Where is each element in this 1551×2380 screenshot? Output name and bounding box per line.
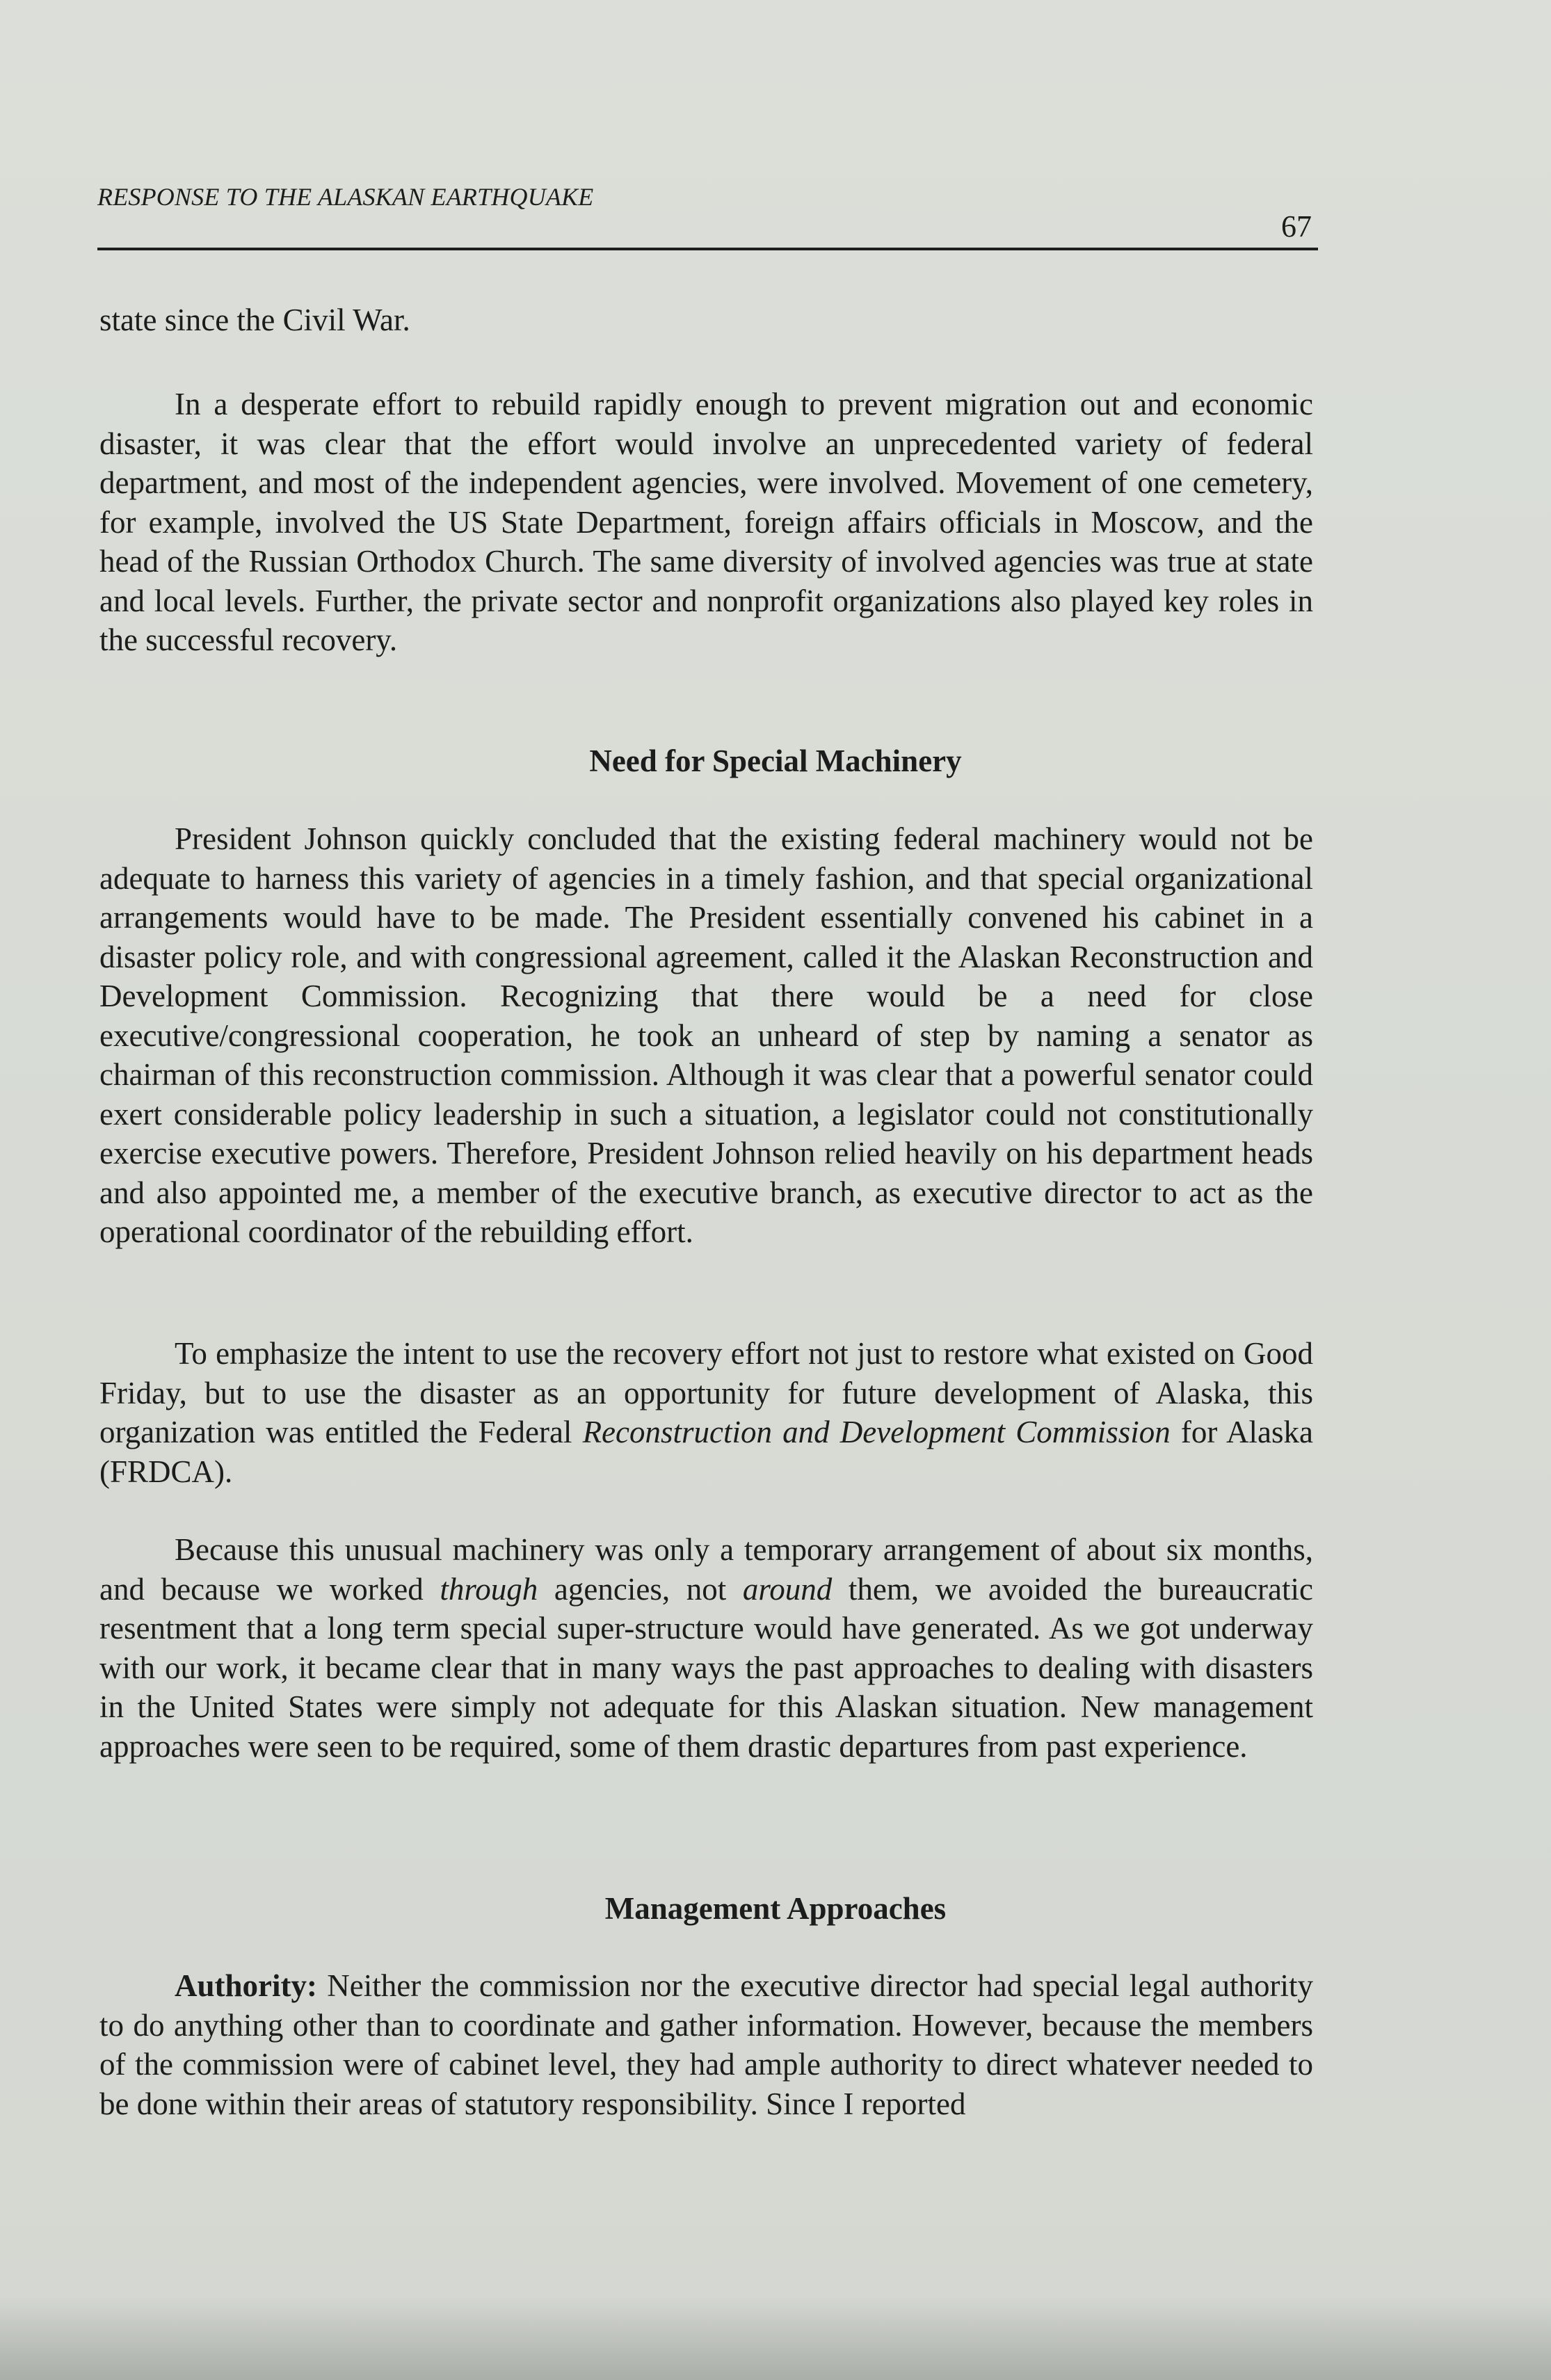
paragraph-2: [99, 819, 1313, 1252]
continuation-line: state since the Civil War.: [99, 303, 410, 337]
paragraph-5: [99, 1966, 1313, 2123]
paragraph-3: [99, 1334, 1313, 1491]
paragraph-2-text: President Johnson quickly concluded that the existing federal machinery would not be adequate to harness this variety of agencies in a timely fashion, and that special organizational arrangements would have to be made. The President essentially convened his cabinet in a disaster policy role, and with congressional agreement, called it the Alaskan Reconstruction and Development Commission. Recognizing that there would be a need for close executive/congressional cooperation, he took an unheard of step by naming a senator as chairman of this reconstruction commission. Although it was clear that a powerful senator could exert considerable policy leadership in such a situation, a legislator could not constitutionally exercise executive powers. Therefore, President Johnson relied heavily on his department heads and also appointed me, a member of the executive branch, as executive director to act as the operational coordinator of the rebuilding effort.: [99, 821, 1313, 1249]
paragraph-3-text: [99, 1334, 1313, 1491]
paragraph-4-part-2: agencies, not: [538, 1571, 743, 1607]
paragraph-3-before: To emphasize the intent to use the recovery effort not just to restore what existed on Good Friday, but to use the disaster as an opportunity for future development of Alaska, this organization was entitled the Federal: [99, 1336, 1313, 1449]
header-rule: [97, 248, 1318, 250]
running-head: RESPONSE TO THE ALASKAN EARTHQUAKE: [97, 183, 594, 211]
scan-shadow: [0, 2295, 1551, 2380]
paragraph-4-emphasis-through: through: [440, 1571, 538, 1607]
continuation-text: [99, 300, 1313, 340]
paragraph-1-text: In a desperate effort to rebuild rapidly enough to prevent migration out and economic disaster, it was clear that the effort would involve an unprecedented variety of federal department, and most of the independent agencies, were involved. Movement of one cemetery, for example, involved the US State Department, foreign affairs officials in Moscow, and the head of the Russian Orthodox Church. The same diversity of involved agencies was true at state and local levels. Further, the private sector and nonprofit organizations also played key roles in the successful recovery.: [99, 387, 1313, 657]
page-number: 67: [1281, 209, 1312, 243]
paragraph-4-emphasis-around: around: [742, 1571, 833, 1607]
section-heading-management-approaches: Management Approaches: [604, 1891, 947, 1926]
paragraph-3-emphasis: Reconstruction and Development Commission: [582, 1415, 1171, 1449]
paragraph-4-text: [99, 1530, 1313, 1766]
paragraph-5-text: [99, 1966, 1313, 2123]
paragraph-4: [99, 1530, 1313, 1766]
paragraph-5-body: Neither the commission nor the executive director had special legal authority to do anything other than to coordinate and gather information. However, because the members of the commission were of cabinet level, they had ample authority to direct whatever needed to be done within their areas of statutory responsibility. Since I reported: [99, 1968, 1313, 2121]
paragraph-3-after: for Alaska (FRDCA).: [99, 1415, 1314, 1489]
section-heading-special-machinery: Need for Special Machinery: [589, 743, 962, 778]
paragraph-4-part-3: them, we avoided the bureaucratic resentment that a long term special super-structure would have generated. As we got underway with our work, it became clear that in many ways the past approaches to dealing with disasters in the United States were simply not adequate for this Alaskan situation. New management approaches were seen to be required, some of them drastic departures from past experience.: [99, 1571, 1313, 1764]
paragraph-5-lead: Authority:: [175, 1968, 317, 2003]
paragraph-1: [99, 385, 1313, 660]
paragraph-4-part-1: Because this unusual machinery was only a temporary arrangement of about six months, and because we worked: [99, 1532, 1313, 1607]
